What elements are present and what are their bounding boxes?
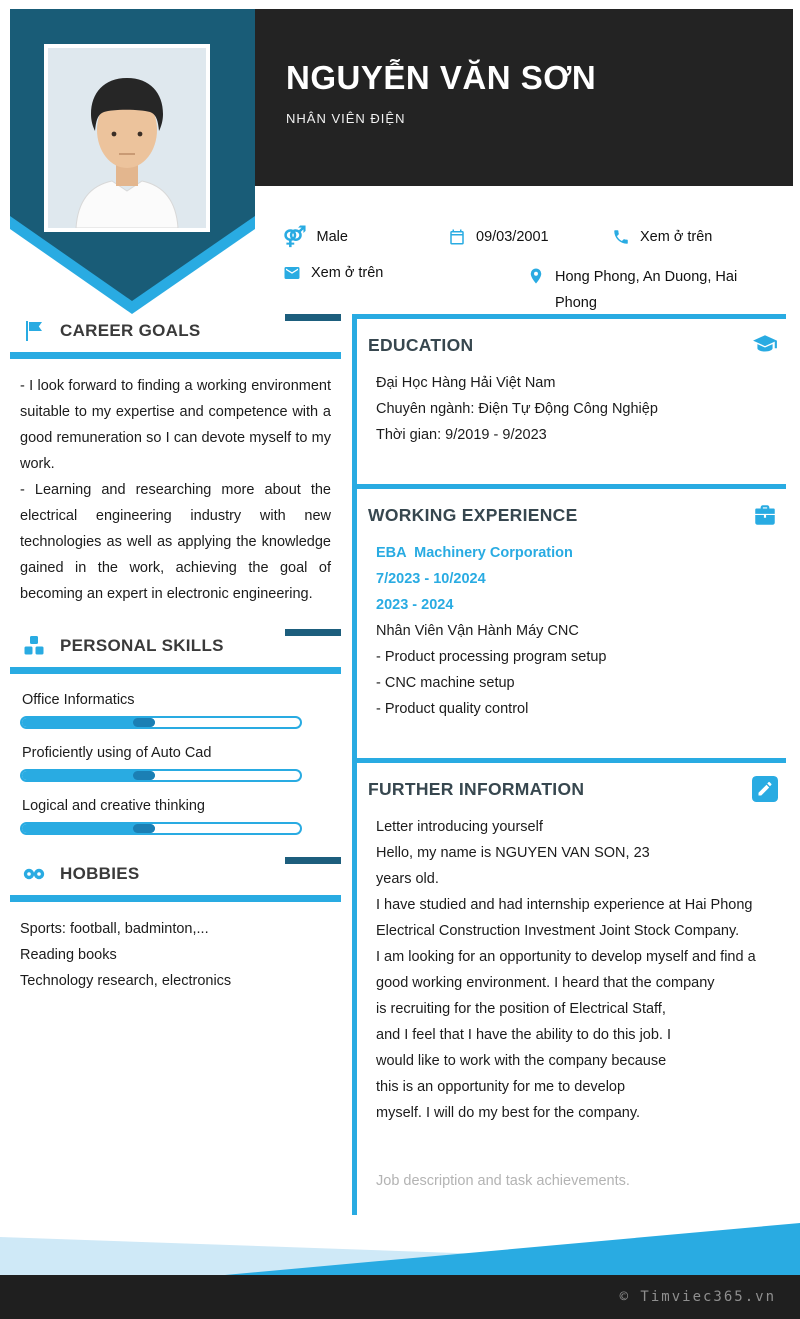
contact-address (527, 264, 775, 316)
career-goal-paragraph: - Learning and researching more about the electrical engineering industry with new technologies as well as applying the knowledge gained in the work, achieving the goal of becoming an expert in electronic engineering. (20, 482, 331, 602)
hobby-item: Reading books (20, 947, 117, 963)
contact-gender (283, 228, 348, 247)
section-personal-skills (10, 629, 341, 835)
phone-value: Xem ở trên (640, 229, 713, 245)
section-career-goals (10, 314, 341, 607)
header-underline-bar (10, 352, 341, 359)
contact-phone (612, 228, 712, 247)
contact-email (283, 264, 383, 283)
email-value: Xem ở trên (311, 265, 384, 281)
skill-label: Proficiently using of Auto Cad (22, 745, 212, 761)
career-goal-paragraph: - I look forward to finding a working environment suitable to my expertise and competence with a good remuneration so I can devote myself to my work. (20, 378, 331, 472)
section-title: EDUCATION (368, 334, 474, 355)
job-role: Nhân Viên Vận Hành Máy CNC (376, 623, 579, 639)
skill-item (20, 798, 331, 835)
experience-header (352, 489, 786, 528)
education-line: Thời gian: 9/2019 - 9/2023 (376, 427, 547, 443)
header-dash-accent (285, 314, 341, 321)
skill-label: Logical and creative thinking (22, 798, 205, 814)
hobby-item: Technology research, electronics (20, 973, 232, 989)
skills-cubes-icon (22, 634, 46, 658)
education-line: Đại Học Hàng Hải Việt Nam (376, 375, 556, 391)
skill-item (20, 692, 331, 729)
briefcase-icon (752, 502, 778, 528)
skill-progress-fill (22, 771, 155, 780)
intro-line: years old. (376, 871, 439, 887)
education-line: Chuyên ngành: Điện Tự Động Công Nghiệp (376, 401, 658, 417)
intro-line: this is an opportunity for me to develop (376, 1079, 626, 1095)
calendar-icon (448, 228, 466, 246)
section-title: WORKING EXPERIENCE (368, 504, 578, 525)
work-period-secondary: 2023 - 2024 (376, 597, 454, 613)
gender-icon: ⚤ (283, 226, 307, 248)
skill-progress-cap (133, 771, 155, 780)
section-further-information (352, 758, 786, 1210)
footer-copyright: © Timviec365.vn (619, 1289, 776, 1305)
section-hobbies (10, 857, 341, 994)
gender-value: Male (316, 229, 348, 245)
envelope-icon (283, 264, 301, 282)
intro-line: myself. I will do my best for the company. (376, 1105, 641, 1121)
skill-label: Office Informatics (22, 692, 135, 708)
right-column (352, 314, 786, 1215)
skill-progress-fill (22, 718, 155, 727)
skill-item (20, 745, 331, 782)
intro-line: I have studied and had internship experience at Hai Phong (376, 897, 753, 913)
intro-line: and I feel that I have the ability to do this job. I (376, 1027, 672, 1043)
left-column (10, 314, 341, 1016)
candidate-job-title: NHÂN VIÊN ĐIỆN (286, 111, 406, 126)
section-title: FURTHER INFORMATION (368, 778, 585, 799)
hobby-item: Sports: football, badminton,... (20, 921, 209, 937)
education-header (352, 319, 786, 358)
section-working-experience (352, 484, 786, 738)
candidate-name: NGUYỄN VĂN SƠN (286, 59, 597, 96)
further-info-header (352, 763, 786, 802)
graduation-cap-icon (752, 332, 778, 358)
section-title: PERSONAL SKILLS (60, 636, 224, 655)
personal-skills-header (10, 629, 341, 661)
skill-progress-track (20, 822, 302, 835)
job-bullet: - CNC machine setup (376, 675, 515, 691)
intro-line: Letter introducing yourself (376, 819, 543, 835)
hobbies-icon (22, 862, 46, 886)
section-education (352, 314, 786, 464)
section-title: CAREER GOALS (60, 321, 201, 340)
job-description-placeholder: Job description and task achievements. (376, 1173, 630, 1189)
skill-progress-cap (133, 718, 155, 727)
location-pin-icon (527, 267, 545, 285)
header-dash-accent (285, 857, 341, 864)
intro-line: is recruiting for the position of Electrical Staff, (376, 1001, 666, 1017)
header-underline-bar (10, 895, 341, 902)
flag-icon (22, 319, 46, 343)
contact-dob (448, 228, 549, 247)
skill-progress-track (20, 716, 302, 729)
intro-line: Hello, my name is NGUYEN VAN SON, 23 (376, 845, 650, 861)
intro-line: good working environment. I heard that the company (376, 975, 715, 991)
column-divider-line (352, 314, 357, 1215)
skill-progress-track (20, 769, 302, 782)
profile-photo (44, 44, 210, 232)
company-name: EBA Machinery Corporation (376, 545, 573, 561)
intro-line: I am looking for an opportunity to develop myself and find a (376, 949, 756, 965)
portrait-illustration (48, 48, 206, 228)
skill-progress-cap (133, 824, 155, 833)
address-value: Hong Phong, An Duong, Hai Phong (555, 269, 738, 311)
intro-line: Electrical Construction Investment Joint Stock Company. (376, 923, 740, 939)
job-bullet: - Product quality control (376, 701, 529, 717)
header-underline-bar (10, 667, 341, 674)
job-bullet: - Product processing program setup (376, 649, 607, 665)
work-period: 7/2023 - 10/2024 (376, 571, 486, 587)
header-band (244, 9, 793, 186)
skill-progress-fill (22, 824, 155, 833)
phone-icon (612, 228, 630, 246)
section-title: HOBBIES (60, 864, 140, 883)
hobbies-header (10, 857, 341, 889)
dob-value: 09/03/2001 (476, 229, 549, 245)
intro-line: would like to work with the company because (376, 1053, 667, 1069)
pencil-icon (752, 776, 778, 802)
header-dash-accent (285, 629, 341, 636)
